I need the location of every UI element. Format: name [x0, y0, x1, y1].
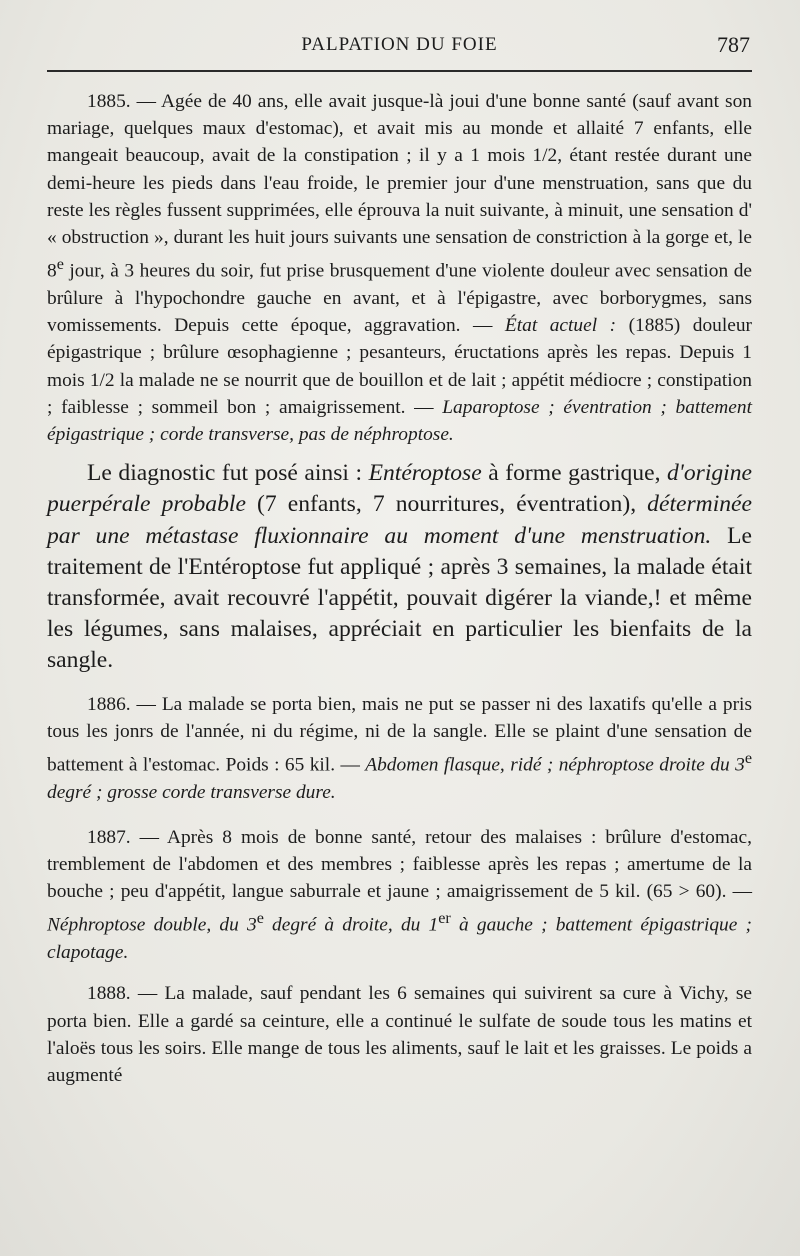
- italic-signs: Laparoptose ; éventration ; battement épigastrique ; corde transverse, pas de néphroptose.: [47, 396, 752, 445]
- text-run: Le diagnostic fut posé ainsi :: [87, 460, 369, 487]
- italic-run: déterminée par une métastase fluxionnaire au moment d'une menstruation.: [47, 491, 752, 549]
- superscript: e: [56, 256, 64, 274]
- italic-run: Néphroptose double, du 3: [47, 914, 257, 936]
- italic-run: degré à droite, du 1: [263, 914, 439, 936]
- running-title: PALPATION DU FOIE: [301, 34, 498, 55]
- italic-heading: État actuel :: [504, 315, 617, 337]
- text-run: Le traitement de l'Entéroptose fut appliqué ; après 3 semaines, la malade était transformée, avait recouvré l'appétit, pouvait digérer la viande,! et même les légumes, sans malaises, appréciait en particulier les bienfaits de la sangle.: [47, 522, 752, 674]
- page-number: 787: [717, 32, 750, 57]
- superscript: e: [256, 910, 264, 928]
- text-run: (1885) douleur épigastrique ; brûlure œsophagienne ; pesanteurs, éructations après les repas. Depuis 1 mois 1/2 la malade ne se nourrit que de bouillon et de lait ; appétit médiocre ; constipation ; faiblesse ; sommeil bon ; amaigrissement. —: [47, 315, 752, 418]
- header-rule: [47, 70, 752, 72]
- italic-run: à gauche ; battement épigastrique ; clapotage.: [47, 914, 752, 964]
- paragraph-1887: [47, 824, 752, 966]
- text-run: jour, à 3 heures du soir, fut prise brusquement d'une violente douleur avec sensation de brûlure à l'hypochondre gauche en avant, et à l'épigastre, avec borborygmes, sans vomissements. Depuis cette époque, aggravation. —: [47, 260, 752, 337]
- paragraph-diagnostic: [47, 458, 752, 676]
- paragraph-1888: [47, 980, 752, 1089]
- text-run: (7 enfants, 7 nourritures, éventration),: [245, 491, 648, 518]
- text-run: 1885. — Agée de 40 ans, elle avait jusque-là joui d'une bonne santé (sauf avant son mariage, quelques maux d'estomac), et avait mis au monde et allaité 7 enfants, elle mangeait beaucoup, avait de la constipation ; il y a 1 mois 1/2, étant restée durant une demi-heure les pieds dans l'eau froide, le premier jour d'une menstruation, sans que du reste les règles fussent supprimées, elle éprouva la nuit suivante, à minuit, une sensation d' « obstruction », durant les huit jours suivants une sensation de constriction à la gorge et, le 8: [47, 91, 752, 282]
- superscript: e: [744, 749, 752, 767]
- italic-run: Entéroptose: [368, 460, 482, 487]
- italic-run: d'origine puerpérale probable: [47, 460, 752, 518]
- text-run: 1887. — Après 8 mois de bonne santé, retour des malaises : brûlure d'estomac, tremblement de l'abdomen et des membres ; faiblesse après les repas ; amertume de la bouche ; peu d'appétit, langue saburrale et jaune ; amaigrissement de 5 kil. (65 > 60). —: [47, 826, 752, 903]
- page-body: [47, 88, 752, 1089]
- superscript: er: [438, 910, 451, 928]
- italic-run: degré ; grosse corde transverse dure.: [47, 781, 336, 803]
- text-run: à forme gastrique,: [481, 460, 667, 487]
- paragraph-1885: [47, 88, 752, 448]
- paragraph-1886: [47, 691, 752, 806]
- text-run: 1888. — La malade, sauf pendant les 6 semaines qui suivirent sa cure à Vichy, se porta bien. Elle a gardé sa ceinture, elle a continué le sulfate de soude tous les matins et l'aloës tous les soirs. Elle mange de tous les aliments, sauf le lait et les graisses. Le poids a augmenté: [47, 983, 752, 1086]
- italic-run: Abdomen flasque, ridé ; néphroptose droite du 3: [365, 754, 745, 776]
- text-run: 1886. — La malade se porta bien, mais ne put se passer ni des laxatifs qu'elle a pris tous les jonrs de l'année, ni du régime, ni de la sangle. Elle se plaint d'une sensation de battement à l'estomac. Poids : 65 kil. —: [47, 693, 752, 776]
- page-header: [47, 28, 752, 68]
